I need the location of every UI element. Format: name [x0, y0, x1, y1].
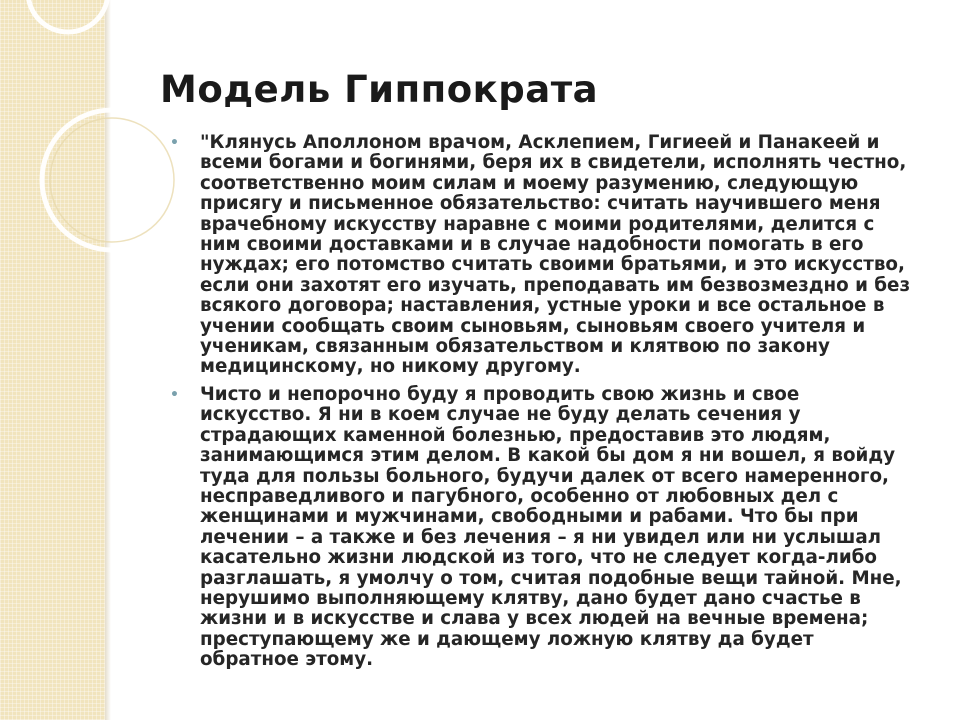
bullet-item-oath-preamble [168, 133, 913, 378]
bullet-marker-icon: • [170, 135, 179, 151]
bullet-text: "Клянусь Аполлоном врачом, Асклепием, Гигиеей и Панакеей и всеми богами и богинями, беря их в свидетели, исполнять честно, соответственно моим силам и моему разумению, следующую присягу и письменное обязательство: считать научившего меня врачебному искусству наравне с моими родителями, делится с ним своими доставками и в случае надобности помогать в его нуждах; его потомство считать своими братьями, и это искусство, если они захотят его изучать, преподавать им безвозмездно и без всякого договора; наставления, устные уроки и все остальное в учении сообщать своим сыновьям, сыновьям своего учителя и ученикам, связанным обязательством и клятвою по закону медицинскому, но никому другому. [200, 132, 911, 378]
slide-title: Модель Гиппократа [160, 68, 599, 111]
decorative-side-panel [0, 0, 105, 720]
bullet-marker-icon: • [170, 386, 179, 403]
bullet-item-oath-conduct [168, 385, 913, 671]
bullet-text: Чисто и непорочно буду я проводить свою жизнь и свое искусство. Я ни в коем случае не буду делать сечения у страдающих каменной болезнью, предоставив это людям, занимающимся этим делом. В какой бы дом я ни вошел, я войду туда для пользы больного, будучи далек от всего намеренного, несправедливого и пагубного, особенно от любовных дел с женщинами и мужчинами, свободными и рабами. Что бы при лечении – а также и без лечения – я ни увидел или ни услышал касательно жизни людской из того, что не следует когда-либо разглашать, я умолчу о том, считая подобные вещи тайной. Мне, нерушимо выполняющему клятву, дано будет дано счастье в жизни и в искусстве и слава у всех людей на вечные времена; преступающему же и дающему ложную клятву да будет обратное этому. [200, 383, 902, 671]
bullet-list [168, 133, 913, 678]
side-panel-shadow [105, 0, 111, 720]
